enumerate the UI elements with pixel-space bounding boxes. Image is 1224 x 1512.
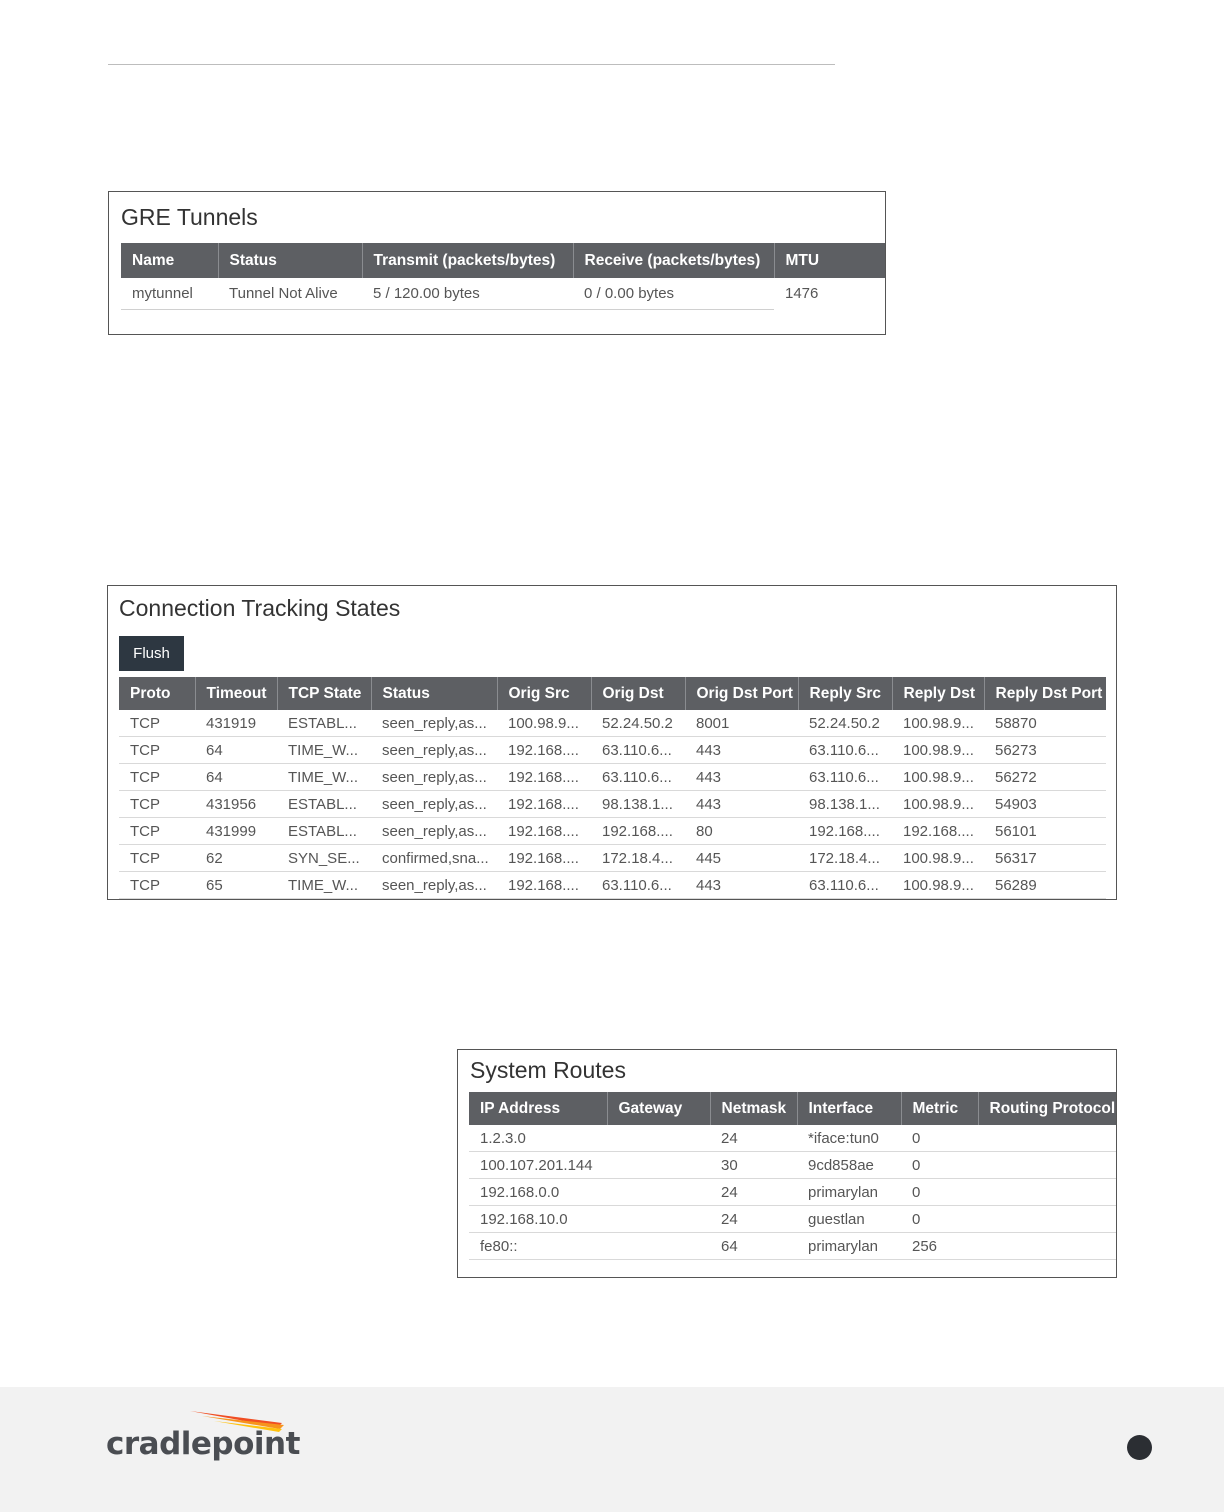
cell-timeout: 431919 [195, 710, 277, 737]
table-row[interactable] [119, 791, 1106, 818]
cell-tcp-state: TIME_W... [277, 764, 371, 791]
cell-orig-dst: 172.18.4... [591, 845, 685, 872]
cell-mtu: 1476 [785, 285, 819, 303]
cell-timeout: 64 [195, 737, 277, 764]
gre-tunnels-table [121, 243, 886, 310]
cell-reply-dst: 100.98.9... [892, 737, 984, 764]
cell-gateway [607, 1233, 710, 1260]
cell-metric: 0 [901, 1152, 978, 1179]
column-header-status[interactable]: Status [371, 677, 497, 710]
cell-orig-dst-port: 443 [685, 872, 798, 899]
table-row[interactable] [119, 710, 1106, 737]
cell-proto: TCP [119, 845, 195, 872]
column-header-orig-dst[interactable]: Orig Dst [591, 677, 685, 710]
cell-netmask: 24 [710, 1206, 797, 1233]
cell-proto: TCP [119, 737, 195, 764]
cell-status: seen_reply,as... [371, 710, 497, 737]
column-header-gateway[interactable]: Gateway [607, 1092, 710, 1125]
cell-netmask: 24 [710, 1179, 797, 1206]
gre-tunnels-title: GRE Tunnels [121, 204, 258, 230]
cell-metric: 256 [901, 1233, 978, 1260]
cell-gateway [607, 1152, 710, 1179]
column-header-orig-dst-port[interactable]: Orig Dst Port [685, 677, 798, 710]
cell-reply-dst-port: 58870 [984, 710, 1106, 737]
system-routes-table [469, 1092, 1117, 1260]
cell-reply-src: 52.24.50.2 [798, 710, 892, 737]
cell-ip-address: 192.168.10.0 [469, 1206, 607, 1233]
cell-interface: *iface:tun0 [797, 1125, 901, 1152]
cell-tcp-state: TIME_W... [277, 737, 371, 764]
column-header-tcp-state[interactable]: TCP State [277, 677, 371, 710]
column-header-orig-src[interactable]: Orig Src [497, 677, 591, 710]
cell-orig-dst: 98.138.1... [591, 791, 685, 818]
table-row[interactable] [119, 845, 1106, 872]
cell-status: seen_reply,as... [371, 872, 497, 899]
table-row[interactable] [469, 1152, 1117, 1179]
cell-tcp-state: ESTABL... [277, 710, 371, 737]
connection-tracking-table [119, 677, 1106, 899]
cell-reply-src: 63.110.6... [798, 764, 892, 791]
table-row[interactable] [469, 1125, 1117, 1152]
cell-tcp-state: SYN_SE... [277, 845, 371, 872]
column-header-timeout[interactable]: Timeout [195, 677, 277, 710]
cell-timeout: 431956 [195, 791, 277, 818]
cell-proto: TCP [119, 710, 195, 737]
cell-orig-dst: 63.110.6... [591, 764, 685, 791]
cell-status: seen_reply,as... [371, 818, 497, 845]
column-header-transmit[interactable]: Transmit (packets/bytes) [362, 243, 573, 278]
column-header-metric[interactable]: Metric [901, 1092, 978, 1125]
cell-routing-protocol [978, 1125, 1117, 1152]
column-header-reply-src[interactable]: Reply Src [798, 677, 892, 710]
cell-tcp-state: ESTABL... [277, 818, 371, 845]
cell-netmask: 24 [710, 1125, 797, 1152]
cell-interface: guestlan [797, 1206, 901, 1233]
cell-reply-dst-port: 56317 [984, 845, 1106, 872]
cell-proto: TCP [119, 764, 195, 791]
cell-gateway [607, 1179, 710, 1206]
cell-transmit: 5 / 120.00 bytes [362, 278, 573, 310]
cell-reply-src: 192.168.... [798, 818, 892, 845]
column-header-proto[interactable]: Proto [119, 677, 195, 710]
cell-gateway [607, 1206, 710, 1233]
cell-status: seen_reply,as... [371, 764, 497, 791]
cell-reply-dst: 192.168.... [892, 818, 984, 845]
table-row[interactable] [119, 872, 1106, 899]
cell-receive: 0 / 0.00 bytes [573, 278, 774, 310]
cell-orig-src: 100.98.9... [497, 710, 591, 737]
cell-routing-protocol [978, 1179, 1117, 1206]
cell-interface: primarylan [797, 1179, 901, 1206]
table-row[interactable] [469, 1206, 1117, 1233]
cell-orig-dst: 192.168.... [591, 818, 685, 845]
column-header-mtu[interactable]: MTU [774, 243, 886, 278]
cell-orig-src: 192.168.... [497, 791, 591, 818]
table-row[interactable] [469, 1233, 1117, 1260]
column-header-routing-protocol[interactable]: Routing Protocol [978, 1092, 1117, 1125]
cell-reply-dst-port: 56272 [984, 764, 1106, 791]
cell-orig-dst-port: 443 [685, 791, 798, 818]
cell-reply-dst: 100.98.9... [892, 791, 984, 818]
column-header-reply-dst-port[interactable]: Reply Dst Port [984, 677, 1106, 710]
column-header-reply-dst[interactable]: Reply Dst [892, 677, 984, 710]
cell-reply-src: 172.18.4... [798, 845, 892, 872]
cell-ip-address: fe80:: [469, 1233, 607, 1260]
cell-orig-dst: 63.110.6... [591, 872, 685, 899]
connection-tracking-panel [107, 585, 1117, 900]
cell-reply-dst: 100.98.9... [892, 710, 984, 737]
page-marker-icon [1127, 1435, 1152, 1460]
cell-ip-address: 1.2.3.0 [469, 1125, 607, 1152]
cell-name: mytunnel [121, 278, 218, 310]
column-header-status[interactable]: Status [218, 243, 362, 278]
cell-proto: TCP [119, 818, 195, 845]
cell-reply-dst-port: 56273 [984, 737, 1106, 764]
cell-orig-src: 192.168.... [497, 737, 591, 764]
cell-netmask: 30 [710, 1152, 797, 1179]
cell-reply-dst: 100.98.9... [892, 764, 984, 791]
cell-orig-src: 192.168.... [497, 845, 591, 872]
cell-gateway [607, 1125, 710, 1152]
connection-tracking-title: Connection Tracking States [119, 595, 401, 621]
cell-reply-dst-port: 56289 [984, 872, 1106, 899]
cell-proto: TCP [119, 791, 195, 818]
cell-orig-src: 192.168.... [497, 764, 591, 791]
column-header-name[interactable]: Name [121, 243, 218, 278]
cell-reply-dst: 100.98.9... [892, 872, 984, 899]
cell-reply-src: 98.138.1... [798, 791, 892, 818]
cell-timeout: 62 [195, 845, 277, 872]
cell-status: Tunnel Not Alive [218, 278, 362, 310]
cradlepoint-logo [106, 1409, 300, 1469]
column-header-netmask[interactable]: Netmask [710, 1092, 797, 1125]
cell-orig-dst-port: 80 [685, 818, 798, 845]
cell-orig-dst-port: 8001 [685, 710, 798, 737]
cell-reply-dst-port: 54903 [984, 791, 1106, 818]
gre-tunnels-panel [108, 191, 886, 335]
cell-tcp-state: TIME_W... [277, 872, 371, 899]
cell-reply-src: 63.110.6... [798, 872, 892, 899]
table-row[interactable] [469, 1179, 1117, 1206]
cell-reply-dst: 100.98.9... [892, 845, 984, 872]
cell-timeout: 65 [195, 872, 277, 899]
flush-button[interactable]: Flush [119, 636, 184, 671]
cell-metric: 0 [901, 1179, 978, 1206]
cell-status: confirmed,sna... [371, 845, 497, 872]
system-routes-panel [457, 1049, 1117, 1278]
cell-status: seen_reply,as... [371, 791, 497, 818]
cell-timeout: 64 [195, 764, 277, 791]
cell-orig-dst-port: 445 [685, 845, 798, 872]
cell-orig-src: 192.168.... [497, 872, 591, 899]
cell-orig-dst-port: 443 [685, 737, 798, 764]
cell-ip-address: 100.107.201.144 [469, 1152, 607, 1179]
column-header-receive[interactable]: Receive (packets/bytes) [573, 243, 774, 278]
column-header-interface[interactable]: Interface [797, 1092, 901, 1125]
cell-routing-protocol [978, 1233, 1117, 1260]
cell-status: seen_reply,as... [371, 737, 497, 764]
system-routes-title: System Routes [470, 1057, 626, 1083]
cell-interface: primarylan [797, 1233, 901, 1260]
cell-orig-dst: 52.24.50.2 [591, 710, 685, 737]
cell-orig-src: 192.168.... [497, 818, 591, 845]
cell-orig-dst-port: 443 [685, 764, 798, 791]
cell-netmask: 64 [710, 1233, 797, 1260]
cell-proto: TCP [119, 872, 195, 899]
cell-routing-protocol [978, 1206, 1117, 1233]
cell-timeout: 431999 [195, 818, 277, 845]
cell-reply-dst-port: 56101 [984, 818, 1106, 845]
table-row[interactable] [119, 818, 1106, 845]
header-rule [108, 64, 835, 65]
cell-routing-protocol [978, 1152, 1117, 1179]
cell-orig-dst: 63.110.6... [591, 737, 685, 764]
column-header-ip-address[interactable]: IP Address [469, 1092, 607, 1125]
cell-reply-src: 63.110.6... [798, 737, 892, 764]
cell-interface: 9cd858ae [797, 1152, 901, 1179]
cell-metric: 0 [901, 1125, 978, 1152]
logo-wordmark: cradlepoint [106, 1426, 300, 1462]
table-row[interactable] [119, 764, 1106, 791]
table-row[interactable] [119, 737, 1106, 764]
table-row[interactable] [121, 278, 886, 310]
cell-ip-address: 192.168.0.0 [469, 1179, 607, 1206]
cell-metric: 0 [901, 1206, 978, 1233]
cell-tcp-state: ESTABL... [277, 791, 371, 818]
